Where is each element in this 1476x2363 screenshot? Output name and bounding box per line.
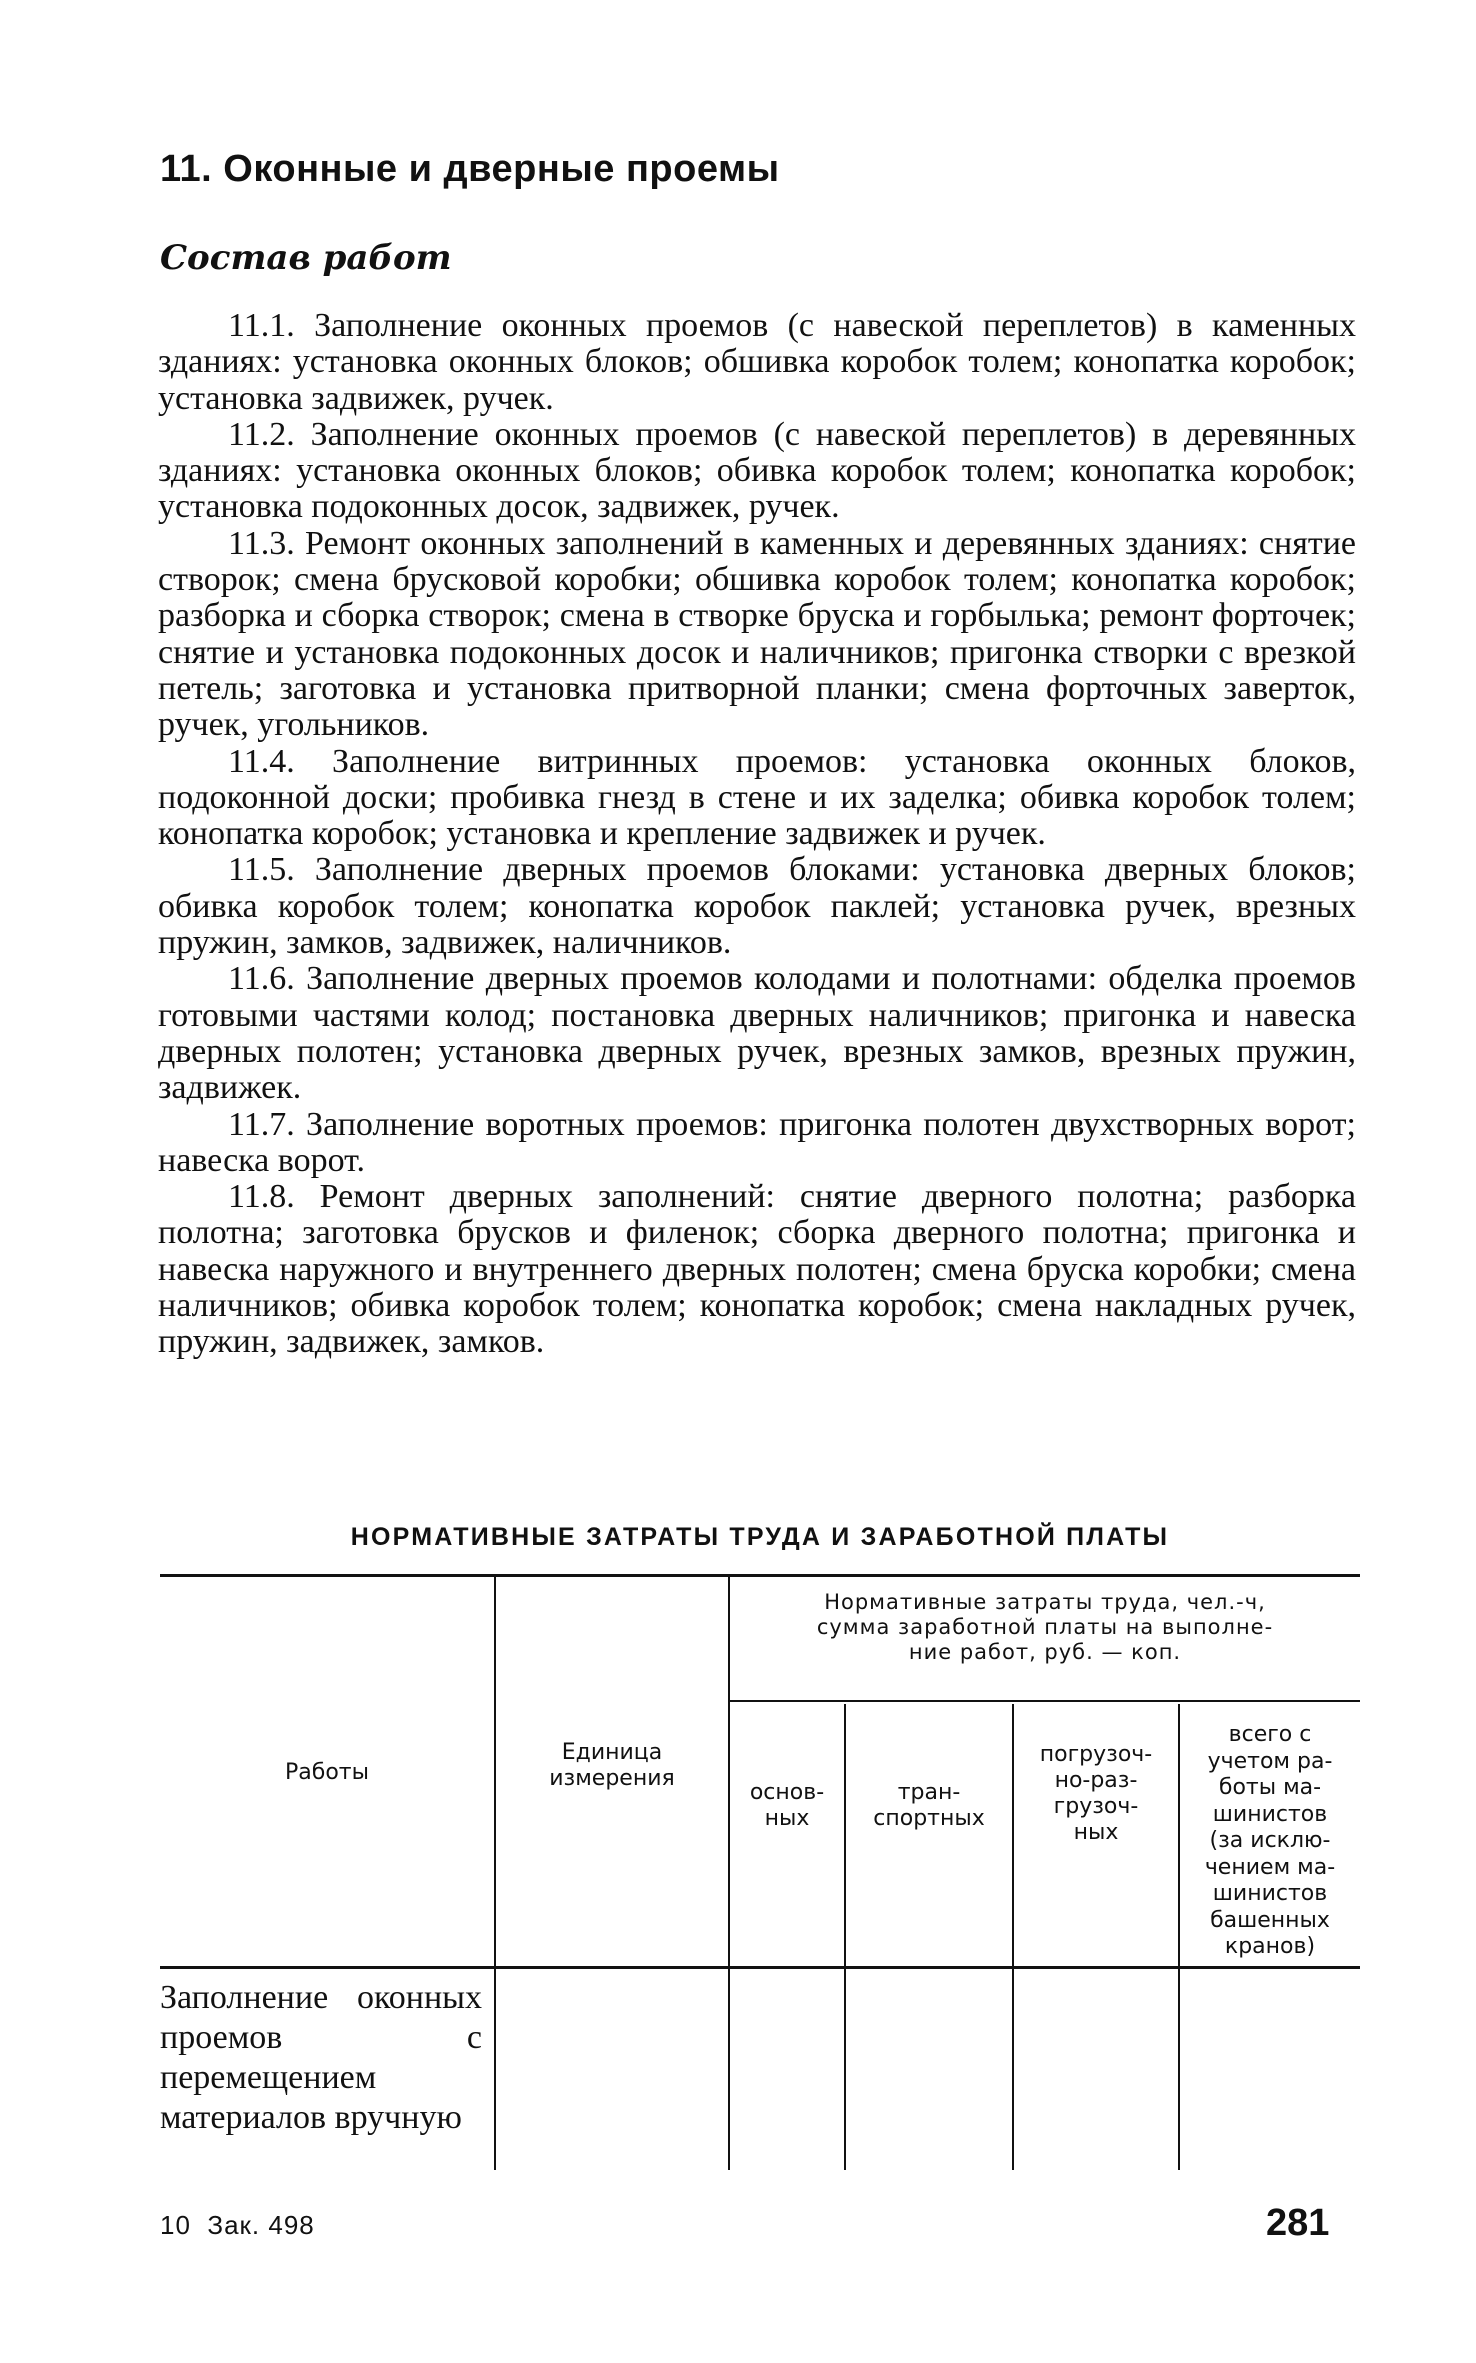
group-header-rule	[730, 1700, 1360, 1702]
header-loading-unloading: погрузоч- но-раз- грузоч- ных	[1039, 1742, 1153, 1845]
table-title: НОРМАТИВНЫЕ ЗАТРАТЫ ТРУДА И ЗАРАБОТНОЙ ПЛАТЫ	[350, 1523, 1170, 1551]
col-divider-works	[494, 1574, 496, 2170]
work-item-11-4: 11.4. Заполнение витринных проемов: установка оконных блоков, подоконной доски; пробивка гнезд в стене и их заделка; обивка коробок толем; конопатка коробок; установка и крепление задвижек и ручек.	[158, 742, 1356, 853]
header-transport: тран- спортных	[873, 1780, 985, 1831]
work-composition-list	[158, 308, 1356, 1361]
work-item-11-7: 11.7. Заполнение воротных проемов: пригонка полотен двухстворных ворот; навеска ворот.	[158, 1105, 1356, 1179]
table-row-label: Заполнение оконных проемов с перемещением материалов вручную	[160, 1979, 482, 2136]
work-item-11-1: 11.1. Заполнение оконных проемов (с навеской переплетов) в каменных зданиях: установка оконных блоков; обшивка коробок толем; конопатка коробок; установка задвижек, ручек.	[158, 307, 1356, 417]
header-bottom-rule	[160, 1966, 1360, 1969]
work-item-11-5: 11.5. Заполнение дверных проемов блоками: установка дверных блоков; обивка коробок толем; конопатка коробок паклей; установка ручек, врезных пружин, замков, задвижек, наличников.	[158, 851, 1356, 962]
header-total-with-operators: всего с учетом ра- боты ма- шинистов (за исклю- чением ма- шинистов башенных кранов)	[1204, 1722, 1336, 1959]
header-main: основ- ных	[749, 1780, 825, 1831]
work-composition-subheading: Состав работ	[160, 238, 452, 278]
work-item-11-3: 11.3. Ремонт оконных заполнений в каменных и деревянных зданиях: снятие створок; смена брусковой коробки; обшивка коробок толем; конопатка коробок; разборка и сборка створок; смена в створке бруска и горбылька; ремонт форточек; снятие и установка подоконных досок и наличников; пригонка створки с врезкой петель; заготовка и установка притворной планки; смена форточных заверток, ручек, угольников.	[158, 524, 1356, 744]
table-top-rule	[160, 1574, 1360, 1577]
page-number: 281	[1266, 2202, 1330, 2244]
header-labor-norms-group: Нормативные затраты труда, чел.-ч, сумма заработной платы на выполне- ние работ, руб. — коп.	[816, 1590, 1274, 1664]
col-divider-main	[844, 1704, 846, 2170]
work-item-11-6: 11.6. Заполнение дверных проемов колодами и полотнами: обделка проемов готовыми частями колод; постановка дверных наличников; пригонка и навеска дверных полотен; установка дверных ручек, врезных замков, врезных пружин, задвижек.	[158, 960, 1356, 1107]
print-order-mark: 10 Зак. 498	[160, 2210, 315, 2240]
norms-table	[160, 1574, 1360, 2170]
header-unit: Единица измерения	[549, 1740, 675, 1791]
work-item-11-8: 11.8. Ремонт дверных заполнений: снятие дверного полотна; разборка полотна; заготовка брусков и филенок; сборка дверного полотна; пригонка и навеска наружного и внутреннего дверных полотен; смена бруска коробки; смена наличников; обивка коробок толем; конопатка коробок; смена накладных ручек, пружин, задвижек, замков.	[158, 1178, 1356, 1361]
work-item-11-2: 11.2. Заполнение оконных проемов (с навеской переплетов) в деревянных зданиях: установка оконных блоков; обивка коробок толем; конопатка коробок; установка подоконных досок, задвижек, ручек.	[158, 415, 1356, 526]
header-works: Работы	[285, 1760, 369, 1785]
section-heading: 11. Оконные и дверные проемы	[160, 148, 780, 190]
